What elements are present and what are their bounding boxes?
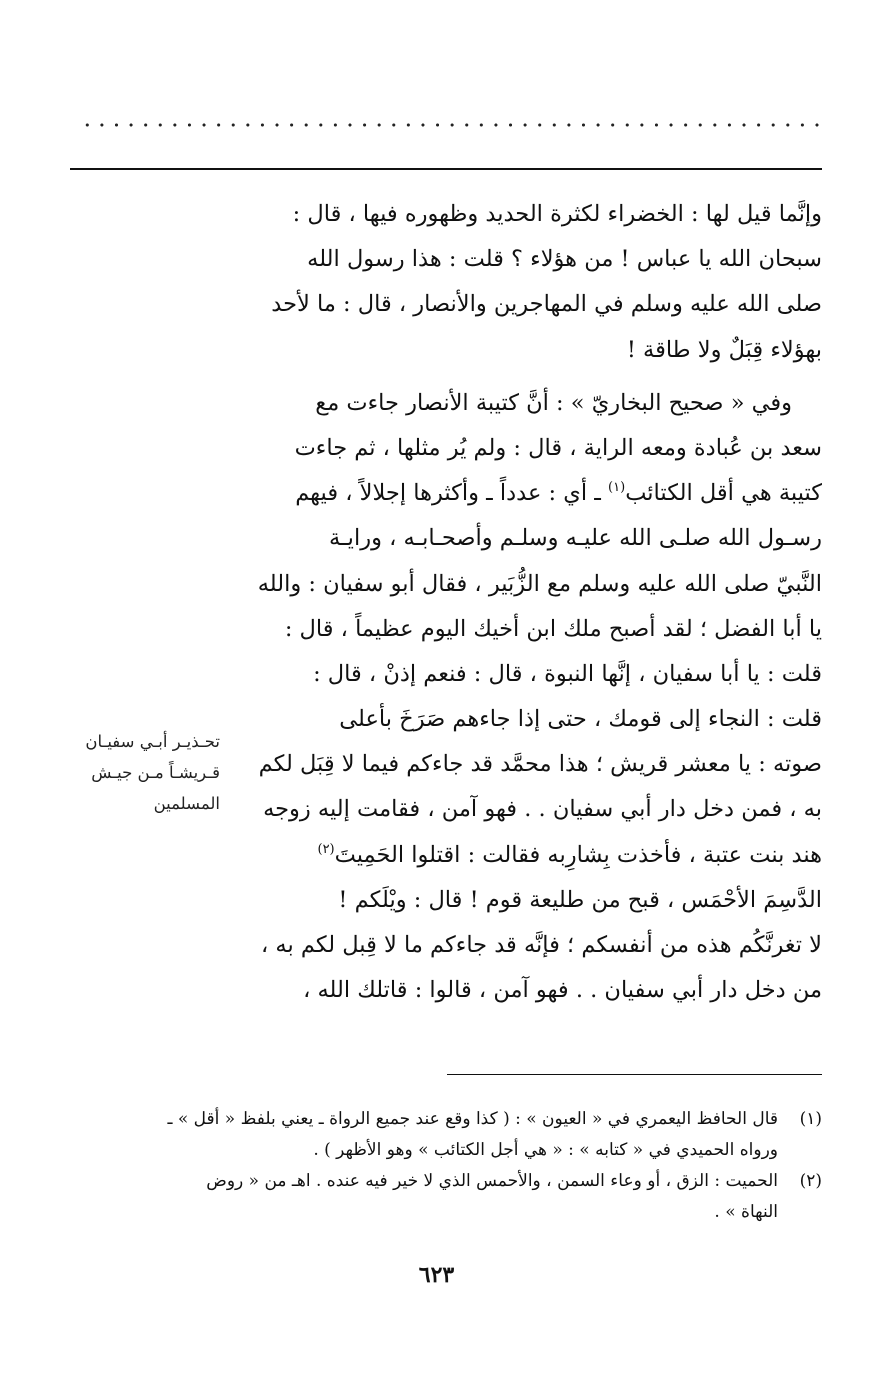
text-line: بهؤلاء قِبَلٌ ولا طاقة ! (626, 336, 822, 363)
margin-note (62, 726, 220, 819)
text-segment: ـ أي : عدداً ـ وأكثرها إجلالاً ، فيهم (295, 480, 601, 507)
text-line-with-ref (248, 833, 822, 878)
footnote-number: (١) (799, 1109, 822, 1129)
text-line-with-ref (248, 471, 822, 516)
text-line: صوته : يا معشر قريش ؛ هذا محمَّد قد جاءكم فيما لا قِبَل لكم (258, 751, 822, 778)
margin-note-line: المسلمين (153, 794, 220, 813)
text-line: الدَّسِمَ الأحْمَس ، قبح من طليعة قوم ! قال : ويْلَكم ! (338, 886, 822, 913)
margin-note-line: قـريشـاً مـن جيـش (91, 763, 220, 782)
paragraph-1 (248, 192, 822, 373)
main-text (248, 192, 822, 1013)
paragraph-2 (248, 381, 822, 1014)
footnote-separator (447, 1074, 822, 1075)
text-line: رسـول الله صلـى الله عليـه وسلـم وأصحـابـه ، ورايـة (329, 525, 822, 552)
text-segment: كتيبة هي أقل الكتائب (625, 480, 822, 507)
text-line: وإنَّما قيل لها : الخضراء لكثرة الحديد وظهوره فيها ، قال : (292, 201, 822, 227)
footnote-number: (٢) (799, 1171, 822, 1191)
footnote-line: النهاة » . (714, 1202, 778, 1222)
text-line: وفي « صحيح البخاريّ » : أنَّ كتيبة الأنصار جاءت مع (315, 389, 792, 416)
footnote-body (70, 1104, 778, 1166)
footnote-ref-2[interactable]: (٢) (317, 841, 335, 857)
header-rule (70, 168, 822, 170)
footnote-ref-1[interactable]: (١) (608, 480, 626, 496)
footnote-line: قال الحافظ اليعمري في « العيون » : ( كذا وقع عند جميع الرواة ـ يعني بلفظ « أقل » ـ (167, 1109, 778, 1129)
text-line: لا تغرنَّكُم هذه من أنفسكم ؛ فإنَّه قد جاءكم ما لا قِبل لكم به ، (260, 932, 822, 958)
text-line: صلى الله عليه وسلم في المهاجرين والأنصار ، قال : ما لأحد (271, 291, 822, 318)
footnote-line: الحميت : الزق ، أو وعاء السمن ، والأحمس الذي لا خير فيه عنده . اهـ من « روض (206, 1171, 778, 1191)
text-line: يا أبا الفضل ؛ لقد أصبح ملك ابن أخيك اليوم عظيماً ، قال : (284, 615, 822, 642)
text-line: به ، فمن دخل دار أبي سفيان . . فهو آمن ، فقامت إليه زوجه (263, 796, 822, 823)
text-line: سعد بن عُبادة ومعه الراية ، قال : ولم يُر مثلها ، ثم جاءت (294, 434, 822, 461)
dotted-header-rule (80, 118, 820, 132)
footnote-2 (70, 1166, 822, 1228)
text-line: قلت : يا أبا سفيان ، إنَّها النبوة ، قال : فنعم إذنْ ، قال : (313, 660, 822, 687)
margin-note-line: تحـذيـر أبـي سفيـان (85, 732, 220, 751)
page-number: ٦٢٣ (418, 1262, 455, 1288)
text-segment: هند بنت عتبة ، فأخذت بِشارِبه فقالت : اقتلوا الحَمِيتَ (334, 841, 822, 868)
footnotes (70, 1104, 822, 1228)
footnote-line: ورواه الحميدي في « كتابه » : « هي أجل الكتائب » وهو الأظهر ) . (313, 1140, 778, 1160)
text-line: النَّبيّ صلى الله عليه وسلم مع الزُّبَير ، فقال أبو سفيان : والله (257, 570, 822, 597)
footnote-1 (70, 1104, 822, 1166)
text-line: قلت : النجاء إلى قومك ، حتى إذا جاءهم صَرَخَ بأعلى (339, 706, 822, 733)
text-line: سبحان الله يا عباس ! من هؤلاء ؟ قلت : هذا رسول الله (307, 246, 822, 273)
footnote-body (70, 1166, 778, 1228)
text-line: من دخل دار أبي سفيان . . فهو آمن ، قالوا : قاتلك الله ، (303, 977, 822, 1004)
